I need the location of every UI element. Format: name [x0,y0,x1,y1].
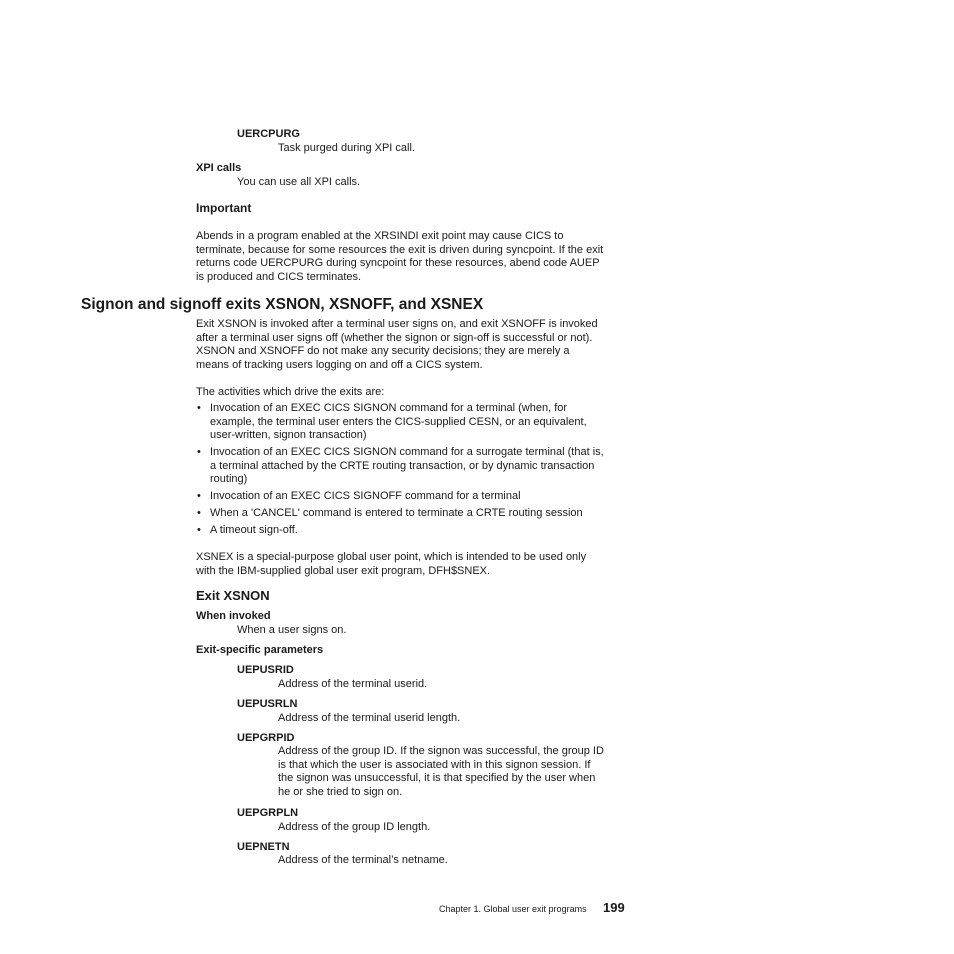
bullet-marker: • [197,446,201,458]
bullet-marker: • [197,402,201,414]
intro-line: Exit XSNON is invoked after a terminal user signs on, and exit XSNOFF is invoked [196,318,598,330]
important-line: terminate, because for some resources the exit is driven during syncpoint. If the exit [196,243,604,256]
desc-line: the signon was unsuccessful, it is that specified by the user when [278,772,596,785]
xsnex-paragraph [196,551,636,578]
list-item [197,402,637,444]
xsnex-line: with the IBM-supplied global user exit program, DFH$SNEX. [196,564,491,577]
exit-xsnon-heading: Exit XSNON [196,588,270,603]
term-uepgrpid: UEPGRPID [237,732,295,744]
footer-chapter: Chapter 1. Global user exit programs [439,904,587,914]
list-item [197,524,637,538]
important-text [196,230,636,285]
important-line: Abends in a program enabled at the XRSINDI exit point may cause CICS to [196,230,564,242]
bullet-line: Invocation of an EXEC CICS SIGNON command for a terminal (when, for [210,402,568,414]
term-uepusrln: UEPUSRLN [237,698,298,710]
bullet-line: Invocation of an EXEC CICS SIGNOFF command for a terminal [210,490,521,502]
bullet-line: a terminal attached by the CRTE routing transaction, or by dynamic transaction [210,459,595,472]
term-xpi-calls: XPI calls [196,162,242,174]
page-number: 199 [603,900,625,915]
bullet-line: When a 'CANCEL' command is entered to terminate a CRTE routing session [210,507,583,519]
desc-line: Address of the group ID. If the signon was successful, the group ID [278,745,604,757]
term-uepnetn: UEPNETN [237,841,290,853]
section-title: Signon and signoff exits XSNON, XSNOFF, and XSNEX [81,296,484,313]
desc-xpi-calls: You can use all XPI calls. [237,176,361,188]
list-item [197,446,637,488]
params-heading: Exit-specific parameters [196,644,324,656]
term-uercpurg: UERCPURG [237,128,300,140]
desc-uepgrpid [278,745,638,800]
intro-line: means of tracking users logging on and off a CICS system. [196,359,483,372]
important-line: returns code UERCPURG during syncpoint for these resources, abend code AUEP [196,257,600,270]
section-intro [196,318,636,373]
bullet-line: routing) [210,473,248,486]
desc-uercpurg: Task purged during XPI call. [278,142,415,154]
intro-line: after a terminal user signs off (whether the signon or sign-off is successful or not). [196,331,593,344]
bullet-marker: • [197,524,201,536]
activities-lead: The activities which drive the exits are: [196,386,385,398]
desc-line: he or she tried to sign on. [278,786,403,799]
bullet-marker: • [197,507,201,519]
bullet-marker: • [197,490,201,502]
desc-uepnetn: Address of the terminal’s netname. [278,854,448,866]
xsnex-line: XSNEX is a special-purpose global user point, which is intended to be used only [196,551,587,563]
term-uepusrid: UEPUSRID [237,664,294,676]
important-heading: Important [196,201,252,215]
term-when-invoked: When invoked [196,610,271,622]
desc-line: is that which the user is associated with in this signon session. If [278,758,591,771]
desc-uepgrpln: Address of the group ID length. [278,821,431,833]
term-uepgrpln: UEPGRPLN [237,807,299,819]
bullet-line: user-written, signon transaction) [210,429,367,442]
bullet-line: example, the terminal user enters the CICS-supplied CESN, or an equivalent, [210,415,587,428]
list-item [197,490,637,504]
list-item [197,507,637,521]
desc-uepusrln: Address of the terminal userid length. [278,712,461,724]
bullet-line: A timeout sign-off. [210,524,298,536]
desc-uepusrid: Address of the terminal userid. [278,678,428,690]
intro-line: XSNON and XSNOFF do not make any security decisions; they are merely a [196,345,570,358]
desc-when-invoked: When a user signs on. [237,624,347,636]
important-line: is produced and CICS terminates. [196,271,362,284]
bullet-line: Invocation of an EXEC CICS SIGNON command for a surrogate terminal (that is, [210,446,604,458]
